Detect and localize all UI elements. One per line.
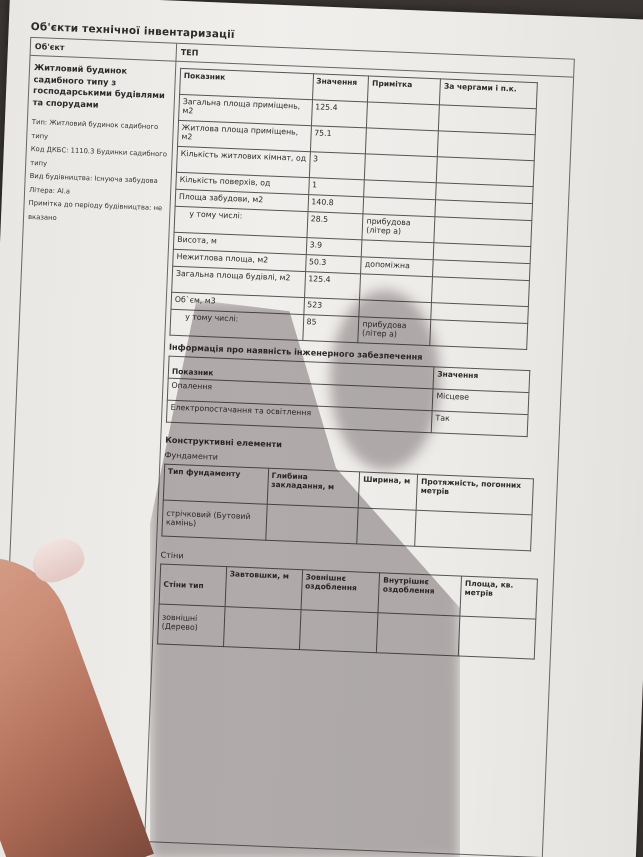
- indicator-cell: у тому числі:: [170, 309, 303, 340]
- object-letter: Літера: Al.a: [29, 185, 71, 196]
- document-content: [27, 20, 590, 633]
- note-cell: [365, 154, 438, 183]
- foundation-type-header: Тип фундаменту: [163, 464, 268, 504]
- indicator-cell: у тому числі:: [174, 206, 307, 237]
- wall-interior-cell: [377, 613, 460, 656]
- queue-cell: [434, 217, 532, 247]
- queue-cell: [438, 131, 536, 161]
- engineering-header-indicator: Показник: [168, 356, 434, 389]
- wall-area-cell: [459, 616, 536, 659]
- foundations-title: Фундаменти: [164, 450, 219, 462]
- foundation-type-cell: стрічковий (Бутовий камінь): [162, 500, 267, 540]
- structural-title: Конструктивні елементи: [165, 434, 283, 450]
- wall-interior-header: Внутрішнє оздоблення: [378, 573, 461, 616]
- value-cell: 28.5: [306, 212, 363, 240]
- wall-exterior-cell: [299, 610, 378, 653]
- queue-cell: [430, 320, 528, 350]
- tep-header-note: Примітка: [368, 76, 441, 105]
- value-cell: Місцеве: [432, 389, 529, 415]
- foundation-depth-cell: [265, 504, 358, 544]
- object-column-label: Об'єкт: [34, 42, 65, 53]
- indicator-cell: Опалення: [167, 378, 433, 411]
- wall-type-cell: зовнішні (Дерево): [158, 604, 225, 647]
- value-cell: Так: [431, 411, 528, 437]
- walls-table: [157, 563, 538, 659]
- engineering-table: [166, 356, 530, 437]
- note-cell: допоміжна: [361, 257, 433, 277]
- foundation-width-cell: [357, 508, 416, 546]
- indicator-cell: Житлова площа приміщень, м2: [178, 120, 311, 151]
- object-note: Примітка до періоду будівництва: не вказано: [27, 198, 163, 222]
- object-name: Житловий будинок садибного типу з господарськими будівлями та спорудами: [32, 62, 165, 110]
- tep-table: [169, 68, 537, 350]
- wall-thickness-cell: [223, 607, 300, 650]
- queue-cell: [432, 277, 530, 307]
- wall-exterior-header: Зовнішнє оздоблення: [301, 570, 380, 613]
- note-cell: [367, 102, 440, 131]
- foundation-length-cell: [415, 510, 532, 551]
- tep-header-queues: За чергами і п.к.: [440, 79, 538, 109]
- wall-type-header: Стіни тип: [159, 564, 226, 607]
- indicator-cell: Загальна площа будівлі, м2: [172, 266, 305, 297]
- note-cell: прибудова (літер а): [362, 214, 435, 243]
- value-cell: 3: [309, 152, 366, 180]
- indicator-cell: Об`єм, м3: [171, 292, 304, 314]
- object-code: Код ДКБС: 1110.3 Будинки садибного типу: [30, 144, 168, 168]
- indicator-cell: Нежитлова площа, м2: [173, 249, 306, 271]
- indicator-cell: Площа забудови, м2: [175, 189, 308, 211]
- object-kind: Вид будівництва: Існуюча забудова: [29, 171, 158, 186]
- note-cell: [360, 274, 433, 303]
- object-type: Тип: Житловий будинок садибного типу: [31, 117, 159, 141]
- queue-cell: [437, 157, 535, 187]
- queue-cell: [439, 105, 537, 135]
- value-cell: 140.8: [308, 195, 365, 214]
- wall-thickness-header: Завтовшки, м: [225, 567, 302, 610]
- object-column: [28, 62, 172, 229]
- indicator-cell: Кількість поверхів, од: [176, 172, 309, 194]
- value-cell: 75.1: [310, 126, 367, 154]
- note-cell: прибудова (літер а): [358, 317, 431, 346]
- value-cell: 1: [308, 178, 365, 197]
- value-cell: 3.9: [306, 238, 363, 257]
- indicator-cell: Кількість житлових кімнат, од: [176, 146, 309, 177]
- indicator-cell: Висота, м: [173, 232, 306, 254]
- indicator-cell: Електропостачання та освітлення: [166, 400, 432, 433]
- indicator-cell: Загальна площа приміщень, м2: [179, 94, 312, 125]
- object-info: [28, 116, 170, 229]
- engineering-header-value: Значення: [433, 367, 530, 393]
- foundation-length-header: Протяжність, погонних метрів: [416, 474, 533, 515]
- value-cell: 85: [302, 315, 359, 343]
- value-cell: 50.3: [305, 255, 362, 274]
- tep-header-value: Значення: [312, 74, 369, 102]
- foundation-width-header: Ширина, м: [359, 472, 418, 510]
- value-cell: 125.4: [311, 100, 368, 128]
- tep-column: [157, 68, 570, 660]
- document-title: Об'єкти технічної інвентаризації: [30, 20, 235, 42]
- value-cell: 125.4: [304, 272, 361, 300]
- engineering-title: Інформація про наявність інженерного забезпечення: [168, 341, 423, 362]
- value-cell: 523: [303, 298, 360, 317]
- foundations-table: [161, 464, 534, 552]
- note-cell: [366, 128, 439, 157]
- wall-area-header: Площа, кв. метрів: [460, 576, 537, 619]
- tep-header-indicator: Показник: [180, 68, 313, 99]
- walls-title: Стіни: [160, 550, 184, 561]
- foundation-depth-header: Глибина закладання, м: [267, 468, 360, 508]
- tep-column-label: ТЕП: [180, 47, 199, 58]
